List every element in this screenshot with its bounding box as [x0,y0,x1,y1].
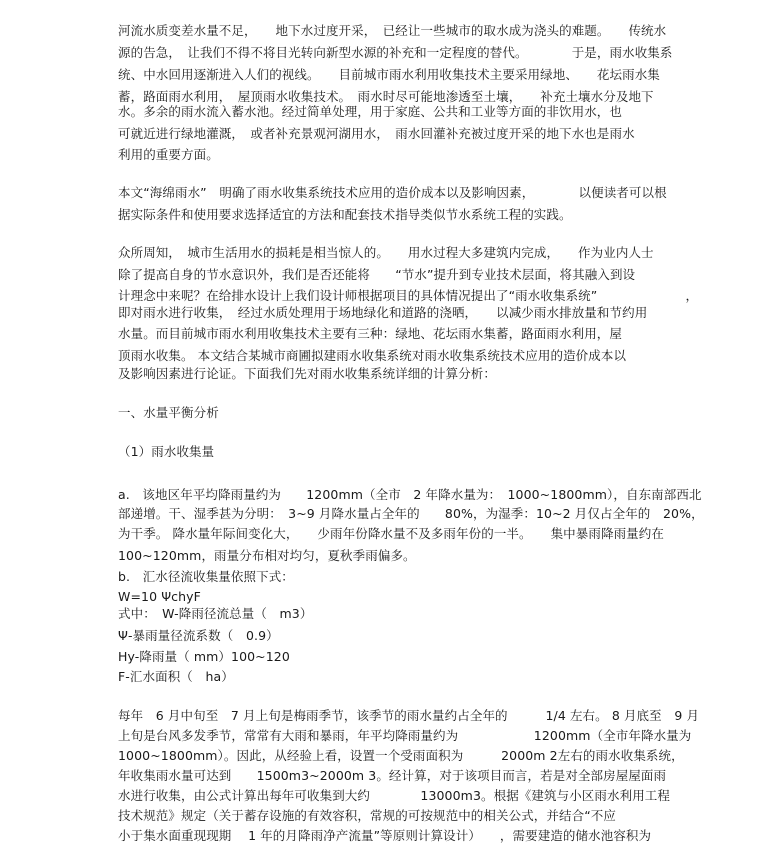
paragraph-line: 及影响因素进行论证。下面我们先对雨水收集系统详细的计算分析： [118,366,497,381]
paragraph-line: 源的告急， 让我们不得不将目光转向新型水源的补充和一定程度的替代。 于是，雨水收集系 [118,45,673,60]
formula-definition: Hy-降雨量（ mm）100~120 [118,649,290,664]
paragraph-line: 河流水质变差水量不足， 地下水过度开采， 已经让一些城市的取水成为浇头的难题。 传统水 [118,23,667,38]
formula-definition: Ψ-暴雨量径流系数（ 0.9） [118,628,279,643]
section-heading: 一、水量平衡分析 [118,405,219,420]
paragraph-line: 年收集雨水量可达到 1500m3~2000m 3。经计算，对于该项目而言，若是对全部房屋屋面雨 [118,768,667,783]
paragraph-line: 本文“海绵雨水” 明确了雨水收集系统技术应用的造价成本以及影响因素， 以便读者可以根 [118,185,667,200]
paragraph-line: 计理念中来呢？在给排水设计上我们设计师根据项目的具体情况提出了“雨水收集系统” ， [118,288,699,303]
formula-definition: 式中： W-降雨径流总量（ m3） [118,606,313,621]
paragraph-line: 部递增。干、湿季甚为分明： 3~9 月降水量占全年的 80%，为湿季：10~2 月仅占全年的 20%， [118,506,704,521]
paragraph-line: 即对雨水进行收集， 经过水质处理用于场地绿化和道路的浇晒， 以减少雨水排放量和节约用 [118,305,648,320]
paragraph-line: 每年 6 月中旬至 7 月上旬是梅雨季节，该季节的雨水量约占全年的 1/4 左右。 8 月底至 9 月 [118,708,700,723]
paragraph-line: 蓄，路面雨水利用， 屋顶雨水收集技术。 雨水时尽可能地渗透至土壤， 补充土壤水分及地下 [118,89,654,104]
paragraph-line: 利用的重要方面。 [118,147,219,162]
subsection-heading: （1）雨水收集量 [118,444,215,459]
paragraph-line: 统、中水回用逐渐进入人们的视线。 目前城市雨水利用收集技术主要采用绿地、 花坛雨水集 [118,67,660,82]
paragraph-line: 水量。而目前城市雨水利用收集技术主要有三种：绿地、花坛雨水集蓄，路面雨水利用，屋 [118,326,623,341]
paragraph-line: 上旬是台风多发季节，常常有大雨和暴雨，年平均降雨量约为 1200mm（全市年降水量为 [118,728,692,743]
paragraph-line: b. 汇水径流收集量依照下式： [118,569,294,584]
paragraph-line: 小于集水面重现现期 1 年的月降雨净产流量”等原则计算设计） ，需要建造的储水池容积为 [118,828,652,843]
paragraph-line: 技术规范》规定（关于蓄存设施的有效容积，常规的可按规范中的相关公式，并结合“不应 [118,808,616,823]
paragraph-line: 据实际条件和使用要求选择适宜的方法和配套技术指导类似节水系统工程的实践。 [118,207,572,222]
paragraph-line: a. 该地区年平均降雨量约为 1200mm（全市 2 年降水量为： 1000~1800mm），自东南部西北 [118,487,702,502]
paragraph-line: 水进行收集，由公式计算出每年可收集到大约 13000m3。根据《建筑与小区雨水利用工程 [118,788,670,803]
formula-definition: F-汇水面积（ ha） [118,669,234,684]
paragraph-line: 除了提高自身的节水意识外，我们是否还能将 “节水”提升到专业技术层面，将其融入到设 [118,267,636,282]
paragraph-line: 1000~1800mm）。因此，从经验上看，设置一个受雨面积为 2000m 2左右的雨水收集系统， [118,748,684,763]
formula-line: W=10 ΨchyF [118,589,201,604]
paragraph-line: 水。多余的雨水流入蓄水池。经过简单处理，用于家庭、公共和工业等方面的非饮用水，也 [118,104,623,119]
paragraph-line: 为干季。 降水量年际间变化大， 少雨年份降水量不及多雨年份的一半。 集中暴雨降雨量约在 [118,526,664,541]
paragraph-line: 100~120mm，雨量分布相对均匀，夏秋季雨偏多。 [118,548,416,563]
paragraph-line: 众所周知， 城市生活用水的损耗是相当惊人的。 用水过程大多建筑内完成， 作为业内人士 [118,245,654,260]
paragraph-line: 可就近进行绿地灌溉， 或者补充景观河湖用水， 雨水回灌补充被过度开采的地下水也是雨水 [118,126,635,141]
paragraph-line: 顶雨水收集。 本文结合某城市商圃拟建雨水收集系统对雨水收集系统技术应用的造价成本以 [118,348,627,363]
